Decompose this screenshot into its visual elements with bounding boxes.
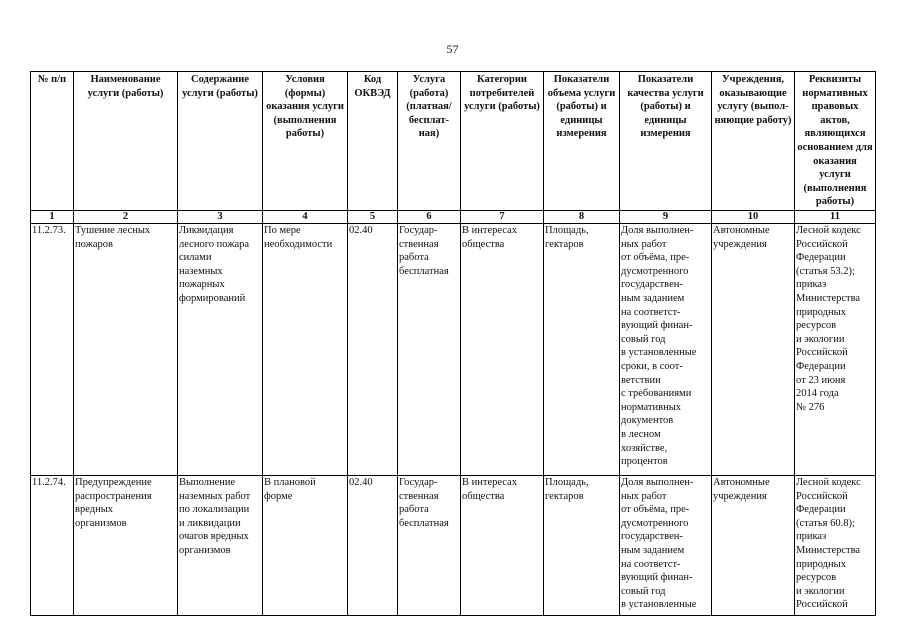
service-conditions: В плановой форме [263, 476, 348, 616]
okved-code: 02.40 [348, 476, 398, 616]
institution-type: Автономные учреждения [712, 224, 795, 476]
column-number: 1 [31, 211, 74, 224]
legal-acts: Лесной кодекс Российской Федерации (статья 53.2); приказ Министерства природных ресурсов и экологии Российской Федерации от 23 июня 2014 года № 276 [795, 224, 876, 476]
header-institutions: Учреждения, оказывающие услугу (выпол- няющие работу) [712, 72, 795, 211]
column-number: 3 [178, 211, 263, 224]
consumer-category: В интересах общества [461, 476, 544, 616]
header-okved: Код ОКВЭД [348, 72, 398, 211]
institution-type: Автономные учреждения [712, 476, 795, 616]
row-number: 11.2.74. [31, 476, 74, 616]
column-number: 6 [398, 211, 461, 224]
column-number: 4 [263, 211, 348, 224]
service-content: Выполнение наземных работ по локализации и ликвидации очагов вредных организмов [178, 476, 263, 616]
service-name: Предупреждение распространения вредных организмов [74, 476, 178, 616]
header-paid: Услуга (работа) (платная/ бесплат- ная) [398, 72, 461, 211]
paid-status: Государ- ственная работа бесплатная [398, 476, 461, 616]
header-name: Наименование услуги (работы) [74, 72, 178, 211]
header-row [31, 72, 876, 211]
page-number: 57 [446, 42, 459, 56]
service-content: Ликвидация лесного пожара силами наземных пожарных формирований [178, 224, 263, 476]
service-name: Тушение лесных пожаров [74, 224, 178, 476]
service-conditions: По мере необходимости [263, 224, 348, 476]
column-number: 8 [544, 211, 620, 224]
column-number: 7 [461, 211, 544, 224]
header-num: № п/п [31, 72, 74, 211]
table-row [31, 224, 876, 476]
header-acts: Реквизиты нормативных правовых актов, являющихся основанием для оказания услуги (выполнения работы) [795, 72, 876, 211]
column-number-row [31, 211, 876, 224]
column-number: 2 [74, 211, 178, 224]
table-row [31, 476, 876, 616]
quality-indicator: Доля выполнен- ных работ от объёма, пре- дусмотренного государствен- ным заданием на соответст- вующий финан- совый год в установленные сроки, в соот- ветствии с требованиями нормативных документов в лесном хозяйстве, процентов [620, 224, 712, 476]
header-consumers: Категории потребителей услуги (работы) [461, 72, 544, 211]
column-number: 11 [795, 211, 876, 224]
header-conditions: Условия (формы) оказания услуги (выполнения работы) [263, 72, 348, 211]
okved-code: 02.40 [348, 224, 398, 476]
column-number: 9 [620, 211, 712, 224]
paid-status: Государ- ственная работа бесплатная [398, 224, 461, 476]
quality-indicator: Доля выполнен- ных работ от объёма, пре- дусмотренного государствен- ным заданием на соответст- вующий финан- совый год в установленные [620, 476, 712, 616]
consumer-category: В интересах общества [461, 224, 544, 476]
services-table [30, 71, 876, 616]
header-quality: Показатели качества услуги (работы) и единицы измерения [620, 72, 712, 211]
legal-acts: Лесной кодекс Российской Федерации (статья 60.8); приказ Министерства природных ресурсов и экологии Российской [795, 476, 876, 616]
volume-indicator: Площадь, гектаров [544, 476, 620, 616]
row-number: 11.2.73. [31, 224, 74, 476]
column-number: 10 [712, 211, 795, 224]
volume-indicator: Площадь, гектаров [544, 224, 620, 476]
header-volume: Показатели объема услуги (работы) и единицы измерения [544, 72, 620, 211]
column-number: 5 [348, 211, 398, 224]
header-content: Содержание услуги (работы) [178, 72, 263, 211]
